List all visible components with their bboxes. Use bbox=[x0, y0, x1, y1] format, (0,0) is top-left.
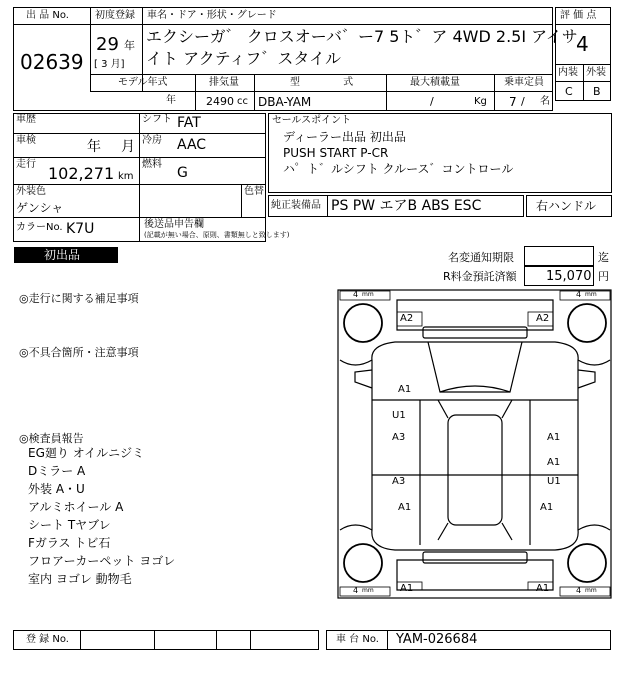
inspector-line-8: 室内 ヨゴレ 動物毛 bbox=[28, 572, 132, 586]
history-label: 車歴 bbox=[16, 114, 36, 125]
mileage-value: 102,271 bbox=[48, 164, 115, 183]
first-listing-badge-label: 初出品 bbox=[44, 248, 81, 262]
capacity-value: 7 bbox=[509, 95, 517, 109]
interior-grade: C bbox=[565, 85, 573, 98]
inspection-year: 年 bbox=[87, 139, 101, 155]
inspector-line-1: EG廻り オイルニジミ bbox=[28, 446, 145, 460]
inspector-label: ◎検査員報告 bbox=[19, 432, 84, 445]
damage-mark: A1 bbox=[398, 502, 412, 513]
score-label: 評 価 点 bbox=[560, 10, 597, 21]
chassis-label: 車 台 No. bbox=[336, 634, 379, 645]
inspector-line-4: アルミホイール A bbox=[28, 500, 124, 514]
fuel-label: 燃料 bbox=[142, 159, 162, 170]
defects-label: ◎不具合箇所・注意事項 bbox=[19, 346, 139, 359]
displacement-value: 2490 bbox=[206, 95, 234, 108]
driving-remarks-label: ◎走行に関する補足事項 bbox=[19, 292, 139, 305]
exterior-color-label: 外装色 bbox=[16, 186, 46, 197]
car-name-label: 車名・ドア・形状・グレード bbox=[147, 10, 277, 21]
model-year-unit: 年 bbox=[166, 95, 176, 106]
damage-mark: U1 bbox=[392, 410, 406, 421]
car-name-line2: イト アクティフ゛スタイル bbox=[146, 49, 342, 68]
docs-note: (記載が無い場合、原則、書類無しと致します) bbox=[144, 231, 290, 239]
shift-value: FAT bbox=[177, 115, 201, 131]
damage-mark: A1 bbox=[400, 583, 414, 594]
displacement-unit: cc bbox=[237, 96, 248, 107]
color-no-label: カラーNo. bbox=[16, 222, 63, 233]
fuel-value: G bbox=[177, 165, 188, 181]
inspector-line-6: Fガラス トビ石 bbox=[28, 536, 111, 550]
chassis-value: YAM-026684 bbox=[396, 632, 478, 647]
tire-depth-bl: 4 bbox=[353, 586, 359, 595]
reg-month: [ 3 月] bbox=[94, 59, 125, 70]
damage-mark: A1 bbox=[540, 502, 554, 513]
tire-depth-br: 4 bbox=[576, 586, 582, 595]
score-value: 4 bbox=[576, 32, 589, 56]
damage-mark: A2 bbox=[400, 313, 414, 324]
recycle-label: R料金預託済額 bbox=[443, 270, 517, 283]
recycle-unit: 円 bbox=[598, 270, 609, 283]
max-load-unit: Kg bbox=[474, 96, 487, 107]
interior-label: 内装 bbox=[558, 67, 578, 78]
tire-depth-tr: 4 bbox=[576, 290, 582, 299]
damage-mark: A2 bbox=[536, 313, 550, 324]
capacity-slash: / bbox=[521, 95, 525, 108]
handle-value: 右ハンドル bbox=[536, 199, 597, 213]
damage-mark: U1 bbox=[547, 476, 561, 487]
tire-depth-br-unit: mm bbox=[585, 587, 597, 594]
equipment-value: PS PW エアB ABS ESC bbox=[331, 198, 482, 214]
lot-number: 02639 bbox=[20, 50, 84, 74]
inspection-label: 車検 bbox=[16, 135, 36, 146]
exterior-grade: B bbox=[593, 85, 601, 98]
tire-depth-tr-unit: mm bbox=[585, 291, 597, 298]
name-change-unit: 迄 bbox=[598, 251, 609, 264]
lot-label: 出 品 No. bbox=[26, 10, 69, 21]
inspector-line-2: Dミラー A bbox=[28, 464, 86, 478]
reg-no-label: 登 録 No. bbox=[26, 634, 69, 645]
type-value: DBA-YAM bbox=[258, 95, 312, 109]
first-reg-label: 初度登録 bbox=[95, 10, 135, 21]
car-name-line1: エクシーガ゛ クロスオーバ゛ー7 5ト゛ア 4WD 2.5I アイサ bbox=[146, 27, 578, 46]
capacity-label: 乗車定員 bbox=[504, 77, 544, 88]
equipment-label: 純正装備品 bbox=[271, 200, 321, 211]
color-no-value: K7U bbox=[66, 221, 95, 237]
sales-line-3: ハ゜ト゛ルシフト クルース゛コントロール bbox=[283, 162, 514, 176]
name-change-label: 名変通知期限 bbox=[448, 251, 514, 264]
sales-label: セールスポイント bbox=[272, 115, 352, 126]
inspection-month: 月 bbox=[121, 139, 135, 155]
max-load-label: 最大積載量 bbox=[410, 77, 460, 88]
reg-year-unit: 年 bbox=[124, 39, 135, 52]
docs-label: 後送品申告欄 bbox=[144, 219, 204, 230]
mileage-label: 走行 bbox=[16, 159, 36, 170]
max-load-slash: / bbox=[430, 95, 434, 108]
damage-mark: A3 bbox=[392, 476, 406, 487]
displacement-label: 排気量 bbox=[209, 77, 239, 88]
recycle-value: 15,070 bbox=[546, 269, 592, 284]
mileage-unit: km bbox=[118, 171, 134, 182]
color-change-label: 色替 bbox=[244, 186, 264, 197]
reg-year: 29 bbox=[96, 34, 119, 55]
damage-mark: A1 bbox=[547, 432, 561, 443]
damage-mark: A3 bbox=[392, 432, 406, 443]
type-label: 型 式 bbox=[290, 77, 354, 88]
model-year-label: モデル年式 bbox=[118, 77, 168, 88]
exterior-color-value: ゲンシャ bbox=[16, 201, 64, 215]
tire-depth-bl-unit: mm bbox=[362, 587, 374, 594]
damage-mark: A1 bbox=[398, 384, 412, 395]
inspector-line-7: フロアーカーペット ヨゴレ bbox=[28, 554, 176, 568]
inspector-line-3: 外装 A・U bbox=[28, 482, 85, 496]
sales-line-1: ディーラー出品 初出品 bbox=[283, 130, 406, 144]
ac-label: 冷房 bbox=[142, 135, 162, 146]
capacity-unit: 名 bbox=[540, 96, 550, 107]
exterior-label: 外装 bbox=[586, 67, 606, 78]
inspector-line-5: シート Tヤブレ bbox=[28, 518, 111, 532]
sales-line-2: PUSH START P-CR bbox=[283, 146, 389, 160]
shift-label: シフト bbox=[142, 114, 172, 125]
tire-depth-tl-unit: mm bbox=[362, 291, 374, 298]
damage-mark: A1 bbox=[547, 457, 561, 468]
tire-depth-tl: 4 bbox=[353, 290, 359, 299]
damage-mark: A1 bbox=[536, 583, 550, 594]
ac-value: AAC bbox=[177, 137, 207, 153]
